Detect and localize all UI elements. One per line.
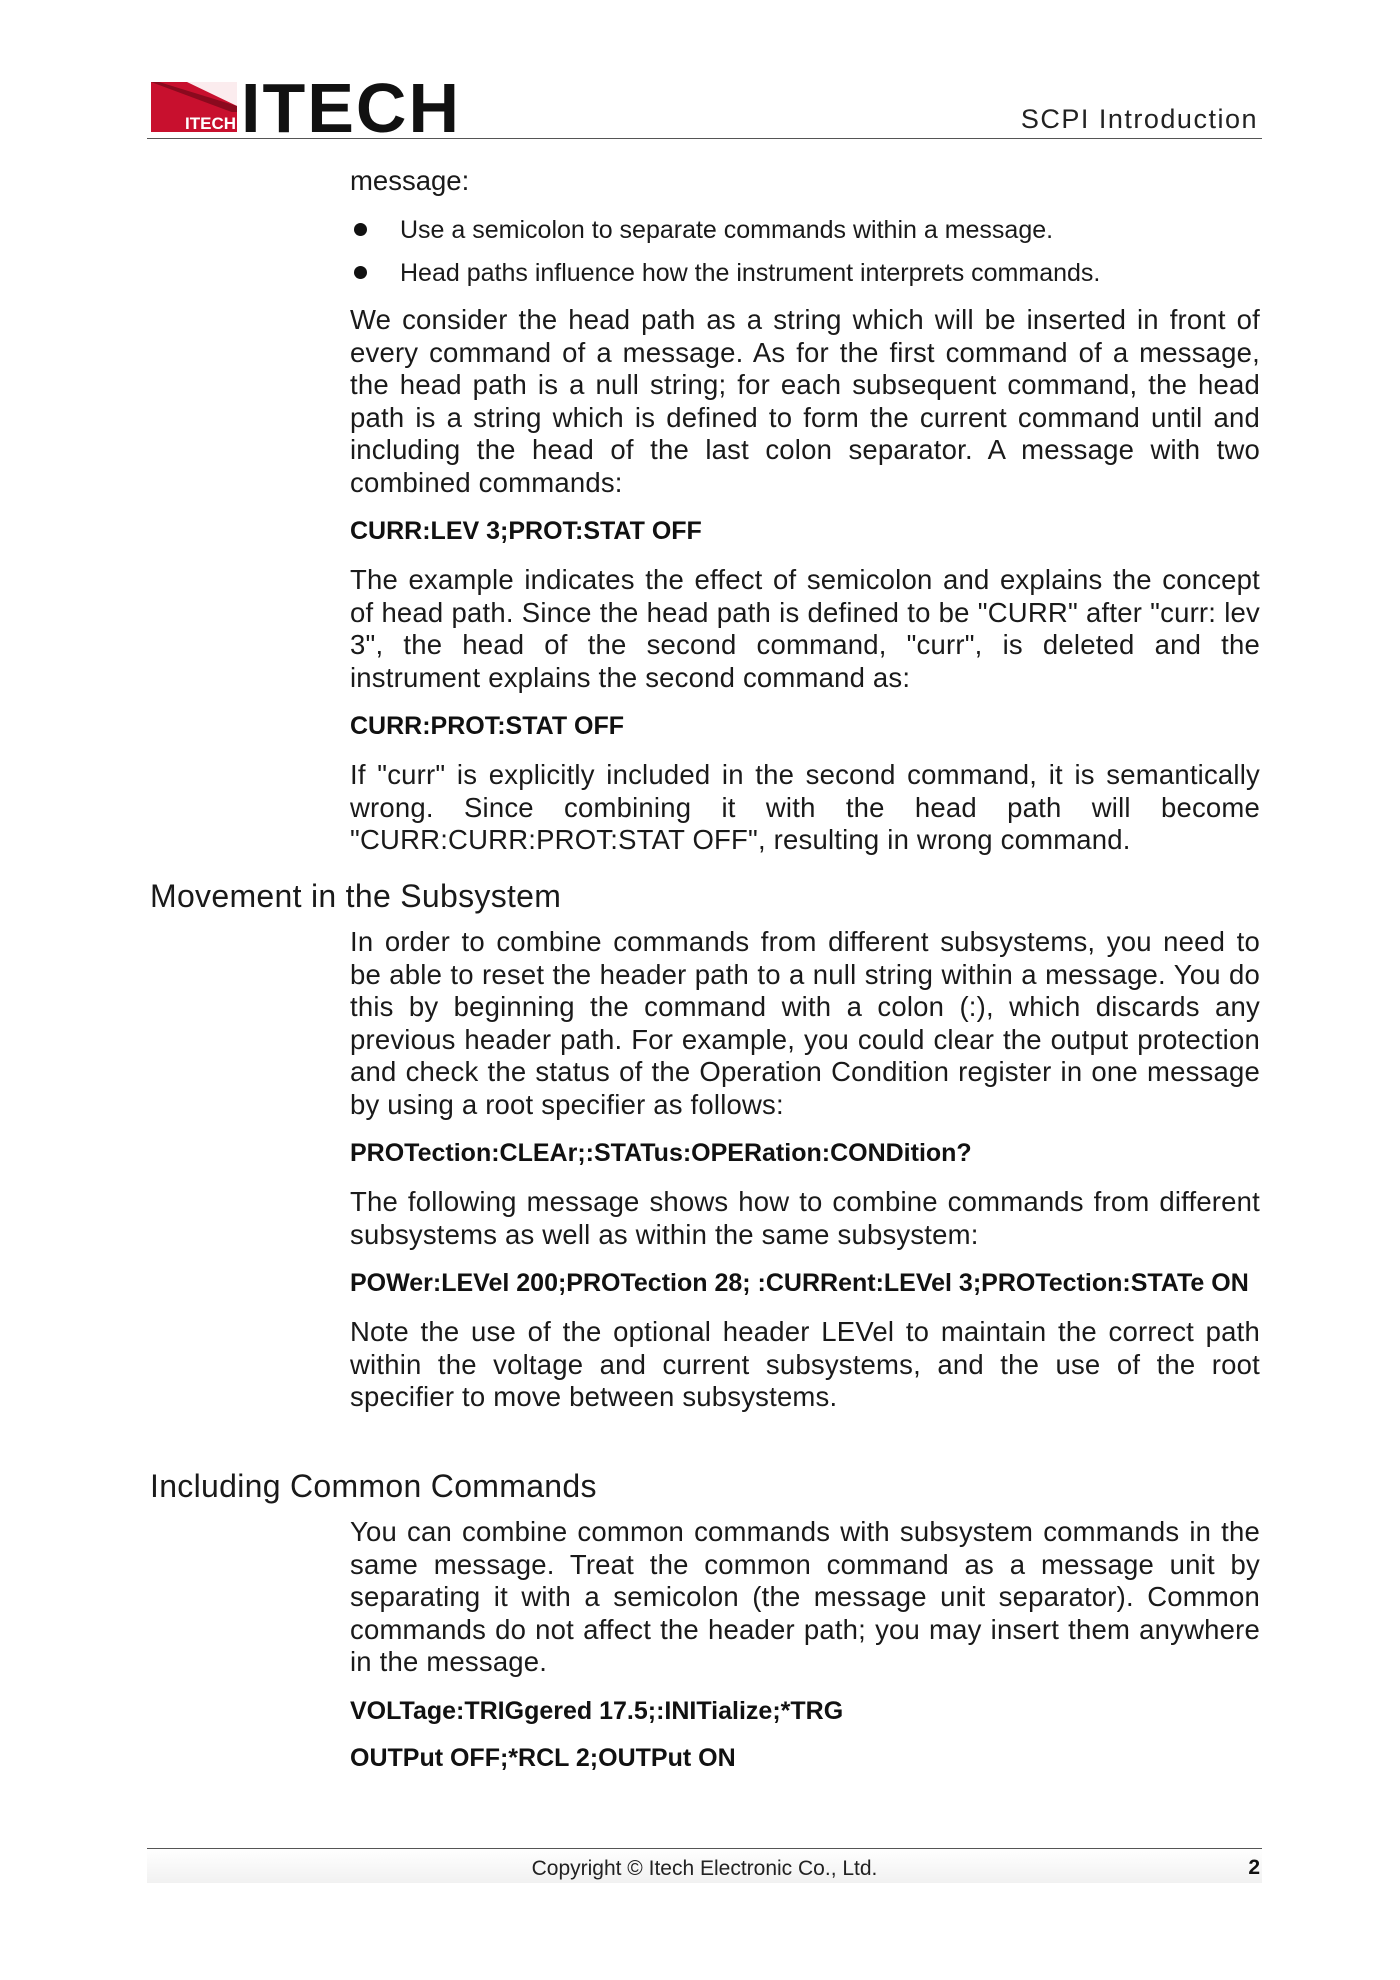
bullet-list <box>350 215 1260 288</box>
bullet-text: Use a semicolon to separate commands within a message. <box>400 216 1054 244</box>
list-item <box>350 258 1260 288</box>
common-section <box>350 1516 1260 1791</box>
page-header <box>147 72 1262 139</box>
lead-text: message: <box>350 165 470 196</box>
paragraph: In order to combine commands from different subsystems, you need to be able to reset the header path to a null string within a message. You do this by beginning the command with a colon (:), which discards any previous header path. For example, you could clear the output protection and check the status of the Operation Condition register in one message by using a root specifier as follows: <box>350 926 1260 1120</box>
paragraph: Note the use of the optional header LEVel to maintain the correct path within the voltage and current subsystems, and the use of the root specifier to move between subsystems. <box>350 1316 1260 1412</box>
section-title: SCPI Introduction <box>1020 104 1258 134</box>
bullet-text: Head paths influence how the instrument interprets commands. <box>400 259 1101 287</box>
page-number: 2 <box>1248 1856 1260 1879</box>
paragraph: The following message shows how to combine commands from different subsystems as well as within the same subsystem: <box>350 1186 1260 1250</box>
code-example: VOLTage:TRIGgered 17.5;:INITialize;*TRG <box>350 1696 844 1725</box>
list-item <box>350 215 1260 245</box>
paragraph: We consider the head path as a string which will be inserted in front of every command of a message. As for the first command of a message, the head path is a null string; for each subsequent command, the head path is a string which is defined to form the current command until and including the head of the last colon separator. A message with two combined commands: <box>350 304 1260 498</box>
code-example: CURR:PROT:STAT OFF <box>350 712 625 740</box>
bullet-icon <box>354 266 367 279</box>
movement-section <box>350 926 1260 1432</box>
paragraph: You can combine common commands with subsystem commands in the same message. Treat the common command as a message unit by separating it with a semicolon (the message unit separator). Common commands do not affect the header path; you may insert them anywhere in the message. <box>350 1516 1260 1677</box>
logo-wordmark: ITECH <box>241 76 461 136</box>
code-example: OUTPut OFF;*RCL 2;OUTPut ON <box>350 1743 736 1772</box>
section-heading: Movement in the Subsystem <box>150 878 562 914</box>
page-footer <box>147 1848 1262 1883</box>
copyright-text: Copyright © Itech Electronic Co., Ltd. <box>531 1857 878 1880</box>
itech-logo <box>147 76 467 136</box>
code-example: POWer:LEVel 200;PROTection 28; :CURRent:LEVel 3;PROTection:STATe ON <box>350 1269 1249 1297</box>
section-heading: Including Common Commands <box>150 1468 597 1504</box>
bullet-icon <box>354 223 367 236</box>
code-example: CURR:LEV 3;PROT:STAT OFF <box>350 517 702 545</box>
paragraph: If "curr" is explicitly included in the second command, it is semantically wrong. Since combining it with the head path will become "CURR:CURR:PROT:STAT OFF", resulting in wrong command. <box>350 759 1260 855</box>
logo-badge-text: ITECH <box>185 114 236 133</box>
intro-section <box>350 165 1260 875</box>
paragraph: The example indicates the effect of semicolon and explains the concept of head path. Since the head path is defined to be "CURR" after "curr: lev 3", the head of the second command, "curr", is deleted and the instrument explains the second command as: <box>350 564 1260 693</box>
code-example: PROTection:CLEAr;:STATus:OPERation:CONDition? <box>350 1139 972 1167</box>
